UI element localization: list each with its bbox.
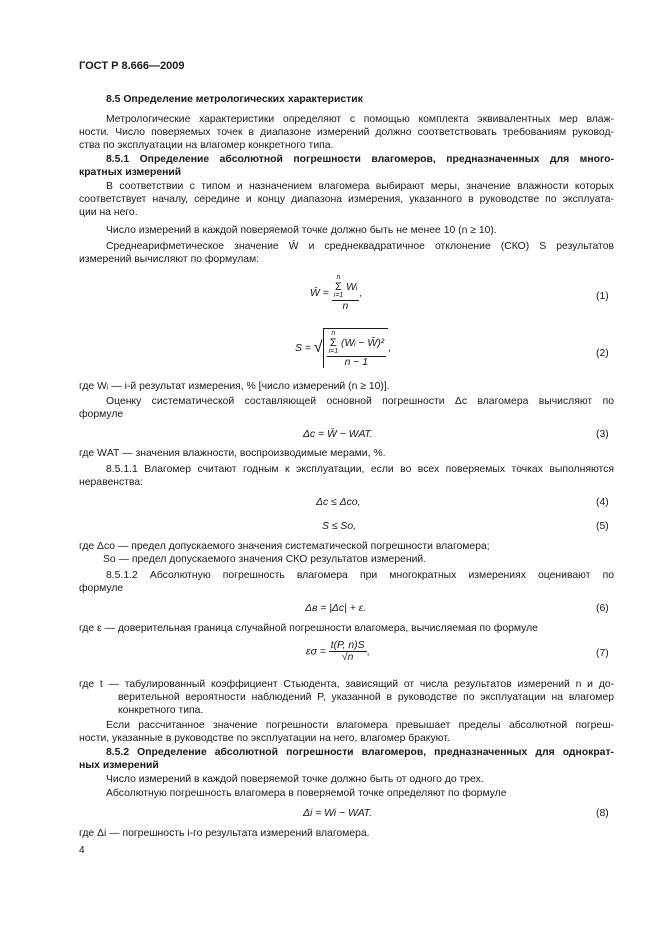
equation-5: S ≤ Sо, [322, 521, 357, 532]
where-clause: где Δi — погрешность i-го результата измерений влагомера. [79, 828, 370, 839]
equation-number: (6) [596, 603, 609, 614]
paragraph-line: формуле [79, 583, 124, 594]
paragraph-line: измерений вычисляют по формулам: [79, 254, 260, 265]
paragraph-line: неравенства: [79, 477, 144, 488]
document-header: ГОСТ Р 8.666—2009 [79, 60, 185, 72]
paragraph-line: ства по эксплуатации на влагомер конкретного типа. [79, 140, 334, 151]
equation-2: S = √ n Σ i=1 (Wᵢ − W̄)² n − 1 , [295, 330, 392, 368]
paragraph-line: Число измерений в каждой поверяемой точке должно быть не менее 10 (n ≥ 10). [106, 225, 497, 236]
paragraph-line: формуле [79, 409, 124, 420]
paragraph-line: ции на него. [79, 207, 138, 218]
paragraph-line: ности, указанные в руководстве по эксплуатации на него, влагомер бракуют. [79, 733, 450, 744]
page-number: 4 [79, 845, 85, 856]
paragraph-line: ности. Число поверяемых точек в диапазоне измерений должно соответствовать требованиям руковод- [79, 127, 614, 138]
where-clause: Sо — предел допускаемого значения СКО результатов измерений. [103, 554, 427, 565]
equation-number: (7) [596, 648, 609, 659]
equation-number: (3) [596, 429, 609, 440]
where-clause: где ε — доверительная граница случайной погрешности влагомера, вычисляемая по формуле [79, 623, 538, 634]
where-clause: где WАТ — значения влажности, воспроизводимые мерами, %. [79, 448, 386, 459]
paragraph-line: 8.5.1.1 Влагомер считают годным к эксплуатации, если во всех поверяемых точках выполняются [106, 464, 614, 475]
equation-4: Δс ≤ Δсо, [316, 497, 361, 508]
section-8-5-1-title-cont: кратных измерений [79, 167, 182, 178]
equation-number: (5) [596, 521, 609, 532]
paragraph-line: Абсолютную погрешность влагомера в поверяемой точке определяют по формуле [106, 788, 507, 799]
where-clause: где t — табулированный коэффициент Стьюдента, зависящий от числа результатов измерений n и до- [79, 679, 614, 690]
equation-7: εσ = $\frac{t(P, n)S}{√n}$ , [306, 640, 370, 663]
where-clause: где Δсо — предел допускаемого значения систематической погрешности влагомера; [79, 541, 490, 552]
equation-1: W̄ = n Σ i=1 Wᵢ n , [310, 274, 363, 312]
section-8-5-1-title: 8.5.1 Определение абсолютной погрешности влагомеров, предназначенных для много- [106, 154, 614, 165]
paragraph-line: В соответствии с типом и назначением влагомера выбирают меры, значение влажности которых [106, 181, 614, 192]
section-8-5-title: 8.5 Определение метрологических характеристик [106, 94, 363, 105]
equation-8: Δi = Wi − WАТ. [303, 808, 372, 819]
paragraph-line: Если рассчитанное значение погрешности влагомера превышает пределы абсолютной погреш- [106, 720, 614, 731]
equation-number: (4) [596, 497, 609, 508]
equation-number: (2) [596, 348, 609, 359]
where-clause: верительной вероятности наблюдений P, указанной в руководстве по эксплуатации на влагомер [118, 692, 614, 703]
equation-number: (8) [596, 808, 609, 819]
equation-6: Δв = |Δс| + ε. [305, 603, 367, 614]
where-clause: где Wᵢ — i-й результат измерения, % [число измерений (n ≥ 10)]. [79, 381, 390, 392]
equation-3: Δс = W̄ − WАТ. [303, 429, 373, 440]
paragraph-line: соответствует началу, середине и концу диапазона измерения, указанного в руководстве по эксплуата- [79, 194, 614, 205]
paragraph-line: Число измерений в каждой поверяемой точке должно быть от одного до трех. [106, 774, 484, 785]
section-8-5-2-title-cont: ных измерений [79, 760, 159, 771]
paragraph-line: Среднеарифметическое значение W̄ и среднеквадратичное отклонение (СКО) S результатов [106, 241, 614, 252]
section-8-5-2-title: 8.5.2 Определение абсолютной погрешности влагомеров, предназначенных для однократ- [106, 747, 614, 758]
where-clause: конкретного типа. [118, 705, 204, 716]
paragraph-line: Оценку систематической составляющей основной погрешности Δс влагомера вычисляют по [106, 396, 614, 407]
paragraph-line: 8.5.1.2 Абсолютную погрешность влагомера при многократных измерениях оценивают по [106, 570, 614, 581]
paragraph-line: Метрологические характеристики определяют с помощью комплекта эквивалентных мер влаж- [106, 114, 614, 125]
equation-number: (1) [596, 291, 609, 302]
